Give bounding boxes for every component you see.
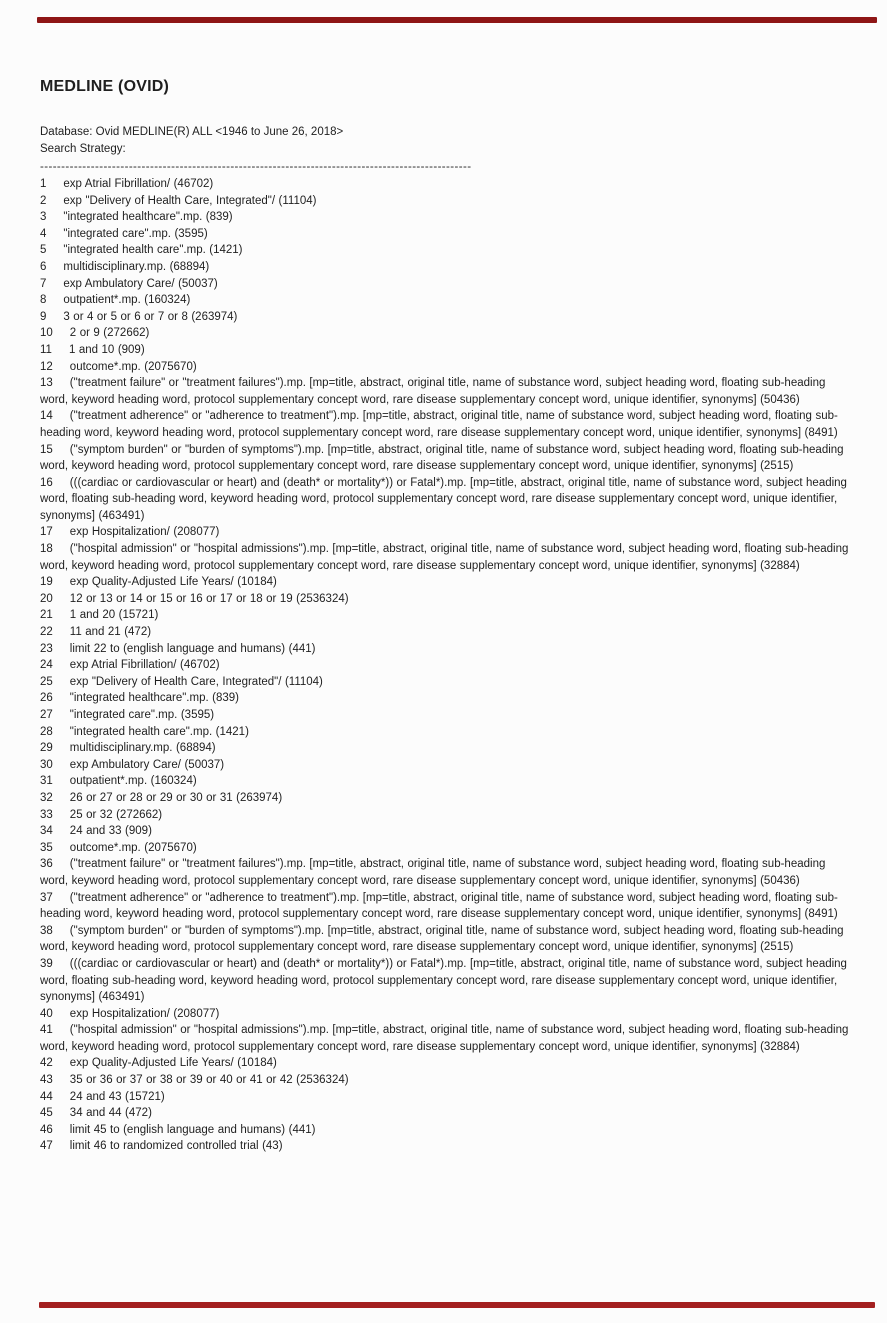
strategy-line bbox=[40, 375, 852, 408]
line-text: exp Hospitalization/ (208077) bbox=[69, 526, 220, 539]
line-number: 23 bbox=[40, 642, 53, 655]
strategy-line bbox=[40, 956, 852, 1006]
line-text: ("hospital admission" or "hospital admissions").mp. [mp=title, abstract, original title, name of substance word, subject heading word, floating sub-heading word, keyword heading word, protocol supplementary concept word, rare disease supplementary concept word, unique identifier, synonyms] (32884) bbox=[40, 1024, 849, 1053]
line-text: 24 and 43 (15721) bbox=[69, 1090, 165, 1103]
line-number: 44 bbox=[40, 1090, 53, 1103]
line-text: exp Ambulatory Care/ (50037) bbox=[69, 758, 225, 771]
line-number: 9 bbox=[40, 310, 47, 323]
line-number: 12 bbox=[40, 360, 53, 373]
strategy-line bbox=[40, 707, 852, 724]
line-number: 24 bbox=[40, 659, 53, 672]
line-number: 22 bbox=[40, 626, 53, 639]
line-text: 11 and 21 (472) bbox=[69, 626, 152, 639]
strategy-line bbox=[40, 823, 852, 840]
strategy-line bbox=[40, 856, 852, 889]
line-text: limit 22 to (english language and humans) (441) bbox=[69, 642, 316, 655]
line-number: 5 bbox=[40, 244, 47, 257]
strategy-line bbox=[40, 1089, 852, 1106]
line-text: ("symptom burden" or "burden of symptoms").mp. [mp=title, abstract, original title, name of substance word, subject heading word, floating sub-heading word, keyword heading word, protocol supplementary concept word, rare disease supplementary concept word, unique identifier, synonyms] (2515) bbox=[40, 924, 844, 954]
line-number: 10 bbox=[40, 327, 53, 340]
line-text: outcome*.mp. (2075670) bbox=[69, 360, 197, 373]
line-number: 27 bbox=[40, 709, 53, 721]
line-number: 31 bbox=[40, 775, 53, 788]
line-number: 2 bbox=[40, 194, 47, 207]
line-number: 45 bbox=[40, 1107, 53, 1120]
line-number: 42 bbox=[40, 1057, 53, 1070]
line-text: "integrated health care".mp. (1421) bbox=[69, 725, 249, 738]
line-number: 25 bbox=[40, 675, 53, 688]
strategy-line bbox=[40, 1022, 852, 1055]
line-text: ("hospital admission" or "hospital admissions").mp. [mp=title, abstract, original title, name of substance word, subject heading word, floating sub-heading word, keyword heading word, protocol supplementary concept word, rare disease supplementary concept word, unique identifier, synonyms] (32884) bbox=[40, 543, 849, 572]
line-number: 43 bbox=[40, 1074, 53, 1087]
dashed-separator: ------------------------------------------------------------------------------------------------------ bbox=[40, 161, 472, 173]
line-text: exp Hospitalization/ (208077) bbox=[69, 1007, 220, 1020]
line-text: multidisciplinary.mp. (68894) bbox=[63, 260, 210, 273]
line-number: 36 bbox=[40, 858, 53, 871]
line-number: 4 bbox=[40, 227, 47, 240]
database-line: Database: Ovid MEDLINE(R) ALL <1946 to June 26, 2018> bbox=[40, 126, 344, 138]
strategy-line bbox=[40, 259, 852, 276]
line-text: exp Quality-Adjusted Life Years/ (10184) bbox=[69, 576, 277, 589]
line-number: 21 bbox=[40, 609, 53, 622]
strategy-line bbox=[40, 193, 852, 210]
strategy-line bbox=[40, 807, 852, 824]
line-number: 19 bbox=[40, 576, 53, 589]
strategy-line bbox=[40, 1122, 852, 1139]
line-number: 3 bbox=[40, 211, 47, 224]
line-text: "integrated healthcare".mp. (839) bbox=[69, 692, 240, 705]
line-number: 26 bbox=[40, 692, 53, 705]
search-strategy-label: Search Strategy: bbox=[40, 143, 126, 155]
line-text: 2 or 9 (272662) bbox=[69, 327, 150, 340]
strategy-line bbox=[40, 657, 852, 674]
line-number: 18 bbox=[40, 543, 53, 556]
line-number: 8 bbox=[40, 294, 47, 307]
line-number: 1 bbox=[40, 178, 47, 190]
strategy-line bbox=[40, 624, 852, 641]
line-number: 39 bbox=[40, 957, 53, 970]
line-text: exp Atrial Fibrillation/ (46702) bbox=[69, 659, 220, 672]
line-text: (((cardiac or cardiovascular or heart) and (death* or mortality*)) or Fatal*).mp. [mp=title, abstract, original title, name of substance word, subject heading word, floating sub-heading word, keyword heading word, protocol supplementary concept word, rare disease supplementary concept word, unique identifier, synonyms] (463491) bbox=[40, 476, 847, 522]
strategy-line bbox=[40, 1105, 852, 1122]
strategy-line bbox=[40, 524, 852, 541]
strategy-line bbox=[40, 890, 852, 923]
line-text: limit 45 to (english language and humans) (441) bbox=[69, 1123, 316, 1136]
strategy-line bbox=[40, 309, 852, 326]
strategy-line bbox=[40, 292, 852, 309]
line-number: 15 bbox=[40, 443, 53, 456]
line-text: ("symptom burden" or "burden of symptoms").mp. [mp=title, abstract, original title, name of substance word, subject heading word, floating sub-heading word, keyword heading word, protocol supplementary concept word, rare disease supplementary concept word, unique identifier, synonyms] (2515) bbox=[40, 443, 844, 473]
strategy-line bbox=[40, 276, 852, 293]
strategy-line bbox=[40, 591, 852, 608]
line-number: 14 bbox=[40, 410, 53, 423]
strategy-line bbox=[40, 342, 852, 359]
line-number: 16 bbox=[40, 476, 53, 489]
strategy-line bbox=[40, 1006, 852, 1023]
line-text: 25 or 32 (272662) bbox=[69, 808, 163, 821]
strategy-line bbox=[40, 840, 852, 857]
line-text: 24 and 33 (909) bbox=[69, 825, 152, 838]
strategy-line bbox=[40, 408, 852, 441]
strategy-line bbox=[40, 1138, 852, 1155]
line-text: "integrated healthcare".mp. (839) bbox=[63, 211, 233, 224]
line-number: 13 bbox=[40, 377, 53, 390]
line-number: 6 bbox=[40, 260, 47, 273]
line-text: 35 or 36 or 37 or 38 or 39 or 40 or 41 or 42 (2536324) bbox=[69, 1074, 349, 1087]
strategy-line bbox=[40, 242, 852, 259]
strategy-line bbox=[40, 790, 852, 807]
line-text: outcome*.mp. (2075670) bbox=[69, 841, 197, 854]
line-text: 1 and 20 (15721) bbox=[69, 609, 159, 622]
line-number: 47 bbox=[40, 1140, 53, 1153]
line-number: 11 bbox=[40, 343, 52, 356]
page-title: MEDLINE (OVID) bbox=[40, 78, 170, 95]
strategy-line bbox=[40, 359, 852, 376]
strategy-line bbox=[40, 541, 852, 574]
strategy-line bbox=[40, 176, 852, 193]
strategy-line bbox=[40, 226, 852, 243]
strategy-line bbox=[40, 574, 852, 591]
line-text: exp Ambulatory Care/ (50037) bbox=[63, 277, 218, 290]
line-text: "integrated care".mp. (3595) bbox=[69, 709, 215, 721]
line-number: 37 bbox=[40, 891, 53, 904]
line-text: (((cardiac or cardiovascular or heart) and (death* or mortality*)) or Fatal*).mp. [mp=title, abstract, original title, name of substance word, subject heading word, floating sub-heading word, keyword heading word, protocol supplementary concept word, rare disease supplementary concept word, unique identifier, synonyms] (463491) bbox=[40, 957, 847, 1004]
strategy-line bbox=[40, 690, 852, 707]
line-text: outpatient*.mp. (160324) bbox=[69, 775, 197, 788]
search-strategy-list bbox=[40, 176, 852, 1155]
line-text: 34 and 44 (472) bbox=[69, 1107, 152, 1120]
strategy-line bbox=[40, 1072, 852, 1089]
line-text: 26 or 27 or 28 or 29 or 30 or 31 (263974) bbox=[69, 791, 283, 804]
strategy-line bbox=[40, 607, 852, 624]
line-text: 12 or 13 or 14 or 15 or 16 or 17 or 18 or 19 (2536324) bbox=[69, 592, 349, 605]
line-text: multidisciplinary.mp. (68894) bbox=[69, 742, 216, 755]
strategy-line bbox=[40, 724, 852, 741]
strategy-line bbox=[40, 475, 852, 525]
top-rule-bar bbox=[37, 17, 877, 23]
line-number: 28 bbox=[40, 725, 53, 738]
line-number: 32 bbox=[40, 791, 53, 804]
line-text: 1 and 10 (909) bbox=[68, 343, 145, 356]
line-text: exp "Delivery of Health Care, Integrated"/ (11104) bbox=[69, 675, 323, 688]
line-number: 34 bbox=[40, 825, 53, 838]
line-number: 46 bbox=[40, 1123, 53, 1136]
line-text: ("treatment failure" or "treatment failures").mp. [mp=title, abstract, original title, name of substance word, subject heading word, floating sub-heading word, keyword heading word, protocol supplementary concept word, rare disease supplementary concept word, unique identifier, synonyms] (50436) bbox=[40, 377, 826, 406]
line-number: 33 bbox=[40, 808, 53, 821]
line-number: 30 bbox=[40, 758, 53, 771]
line-text: ("treatment adherence" or "adherence to treatment").mp. [mp=title, abstract, original title, name of substance word, subject heading word, floating sub-heading word, keyword heading word, protocol supplementary concept word, rare disease supplementary concept word, unique identifier, synonyms] (8491) bbox=[40, 410, 838, 439]
document-content bbox=[40, 78, 852, 1155]
line-text: ("treatment failure" or "treatment failures").mp. [mp=title, abstract, original title, name of substance word, subject heading word, floating sub-heading word, keyword heading word, protocol supplementary concept word, rare disease supplementary concept word, unique identifier, synonyms] (50436) bbox=[40, 858, 826, 887]
line-number: 17 bbox=[40, 526, 53, 539]
line-text: limit 46 to randomized controlled trial (43) bbox=[69, 1140, 283, 1153]
line-text: exp Quality-Adjusted Life Years/ (10184) bbox=[69, 1057, 277, 1070]
strategy-line bbox=[40, 740, 852, 757]
strategy-line bbox=[40, 209, 852, 226]
line-number: 41 bbox=[40, 1024, 53, 1037]
line-text: ("treatment adherence" or "adherence to treatment").mp. [mp=title, abstract, original title, name of substance word, subject heading word, floating sub-heading word, keyword heading word, protocol supplementary concept word, rare disease supplementary concept word, unique identifier, synonyms] (8491) bbox=[40, 891, 838, 921]
strategy-line bbox=[40, 1055, 852, 1072]
line-number: 7 bbox=[40, 277, 47, 290]
strategy-line bbox=[40, 923, 852, 956]
line-text: "integrated health care".mp. (1421) bbox=[63, 244, 243, 257]
line-text: exp Atrial Fibrillation/ (46702) bbox=[63, 178, 214, 190]
strategy-line bbox=[40, 773, 852, 790]
strategy-line bbox=[40, 325, 852, 342]
bottom-rule-bar bbox=[39, 1302, 875, 1308]
line-number: 20 bbox=[40, 592, 53, 605]
line-text: exp "Delivery of Health Care, Integrated"/ (11104) bbox=[63, 194, 317, 207]
line-number: 38 bbox=[40, 924, 53, 937]
line-number: 35 bbox=[40, 841, 53, 854]
strategy-line bbox=[40, 674, 852, 691]
strategy-line bbox=[40, 442, 852, 475]
line-text: 3 or 4 or 5 or 6 or 7 or 8 (263974) bbox=[63, 310, 238, 323]
line-number: 40 bbox=[40, 1007, 53, 1020]
line-text: "integrated care".mp. (3595) bbox=[63, 227, 208, 240]
line-text: outpatient*.mp. (160324) bbox=[63, 294, 191, 307]
strategy-line bbox=[40, 641, 852, 658]
line-number: 29 bbox=[40, 742, 53, 755]
strategy-line bbox=[40, 757, 852, 774]
